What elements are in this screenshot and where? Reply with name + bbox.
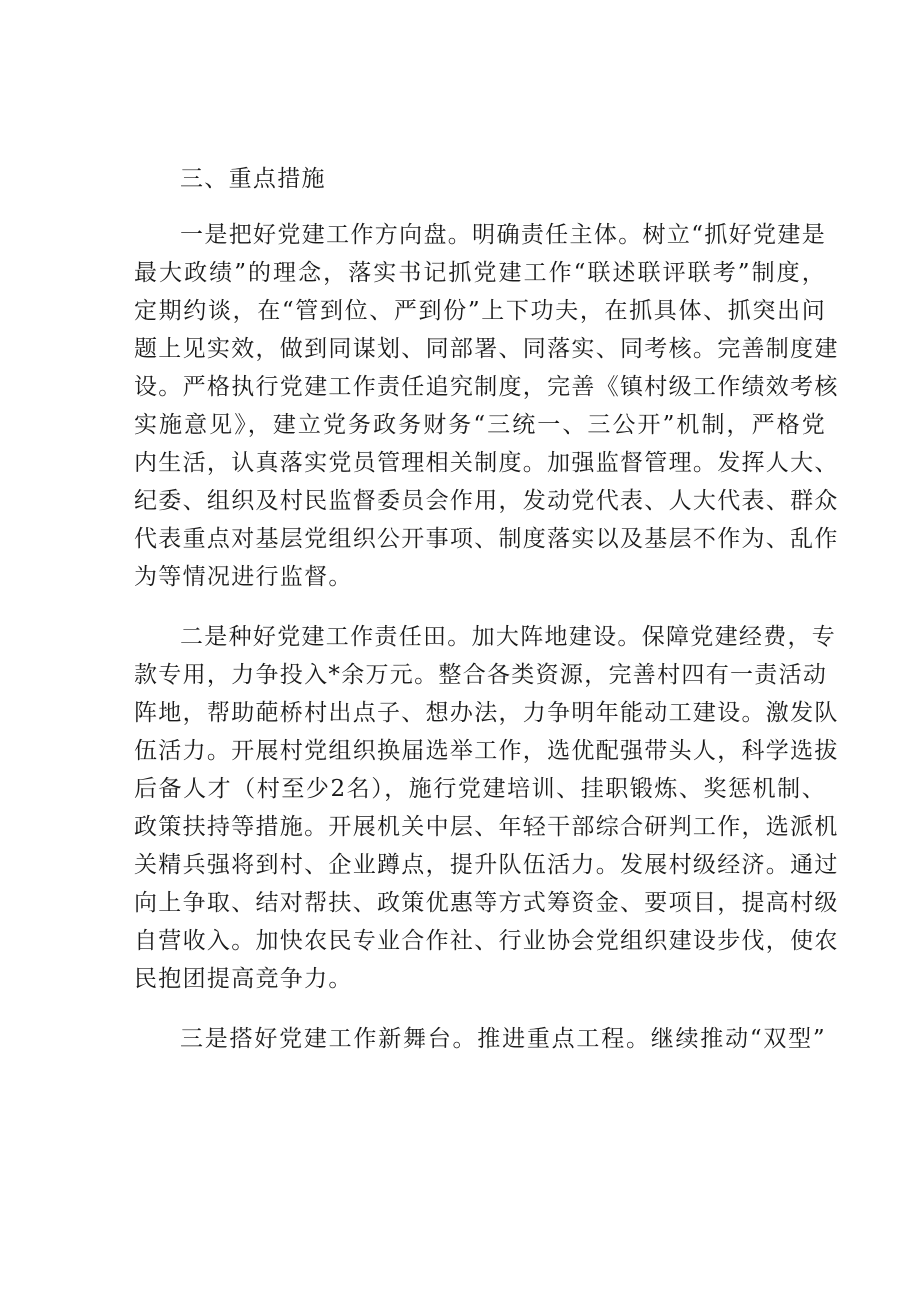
section-heading: 三、重点措施 [180, 166, 326, 192]
paragraph-1 [134, 216, 839, 596]
document-body [134, 160, 839, 1080]
text-line: 关精兵强将到村、企业蹲点，提升队伍活力。发展村级经济。通过 [134, 852, 839, 878]
text-line: 民抱团提高竞争力。 [134, 966, 353, 992]
text-line: 伍活力。开展村党组织换届选举工作，选优配强带头人，科学选拔 [134, 738, 839, 764]
text-line: 为等情况进行监督。 [134, 564, 353, 590]
text-line: 向上争取、结对帮扶、政策优惠等方式筹资金、要项目，提高村级 [134, 890, 839, 916]
paragraph-3 [134, 1020, 826, 1058]
text-line: 定期约谈，在“管到位、严到份”上下功夫，在抓具体、抓突出问 [134, 298, 826, 324]
text-line: 二是种好党建工作责任田。加大阵地建设。保障党建经费，专 [180, 624, 837, 650]
text-line: 政策扶持等措施。开展机关中层、年轻干部综合研判工作，选派机 [134, 814, 839, 840]
text-line: 题上见实效，做到同谋划、同部署、同落实、同考核。完善制度建 [134, 336, 839, 362]
text-line: 三是搭好党建工作新舞台。推进重点工程。继续推动“双型” [180, 1026, 826, 1052]
text-line: 设。严格执行党建工作责任追究制度，完善《镇村级工作绩效考核 [134, 374, 839, 400]
text-line: 后备人才（村至少2名），施行党建培训、挂职锻炼、奖惩机制、 [134, 776, 826, 802]
text-line: 内生活，认真落实党员管理相关制度。加强监督管理。发挥人大、 [134, 450, 839, 476]
paragraph-2 [134, 618, 839, 998]
text-line: 自营收入。加快农民专业合作社、行业协会党组织建设步伐，使农 [134, 928, 839, 954]
text-line: 一是把好党建工作方向盘。明确责任主体。树立“抓好党建是 [180, 222, 826, 248]
text-line: 代表重点对基层党组织公开事项、制度落实以及基层不作为、乱作 [134, 526, 839, 552]
text-line: 阵地，帮助葩桥村出点子、想办法，力争明年能动工建设。激发队 [134, 700, 839, 726]
text-line: 最大政绩”的理念，落实书记抓党建工作“联述联评联考”制度， [134, 260, 826, 286]
text-line: 纪委、组织及村民监督委员会作用，发动党代表、人大代表、群众 [134, 488, 839, 514]
text-line: 款专用，力争投入*余万元。整合各类资源，完善村四有一责活动 [134, 662, 828, 688]
text-line: 实施意见》，建立党务政务财务“三统一、三公开”机制，严格党 [134, 412, 826, 438]
